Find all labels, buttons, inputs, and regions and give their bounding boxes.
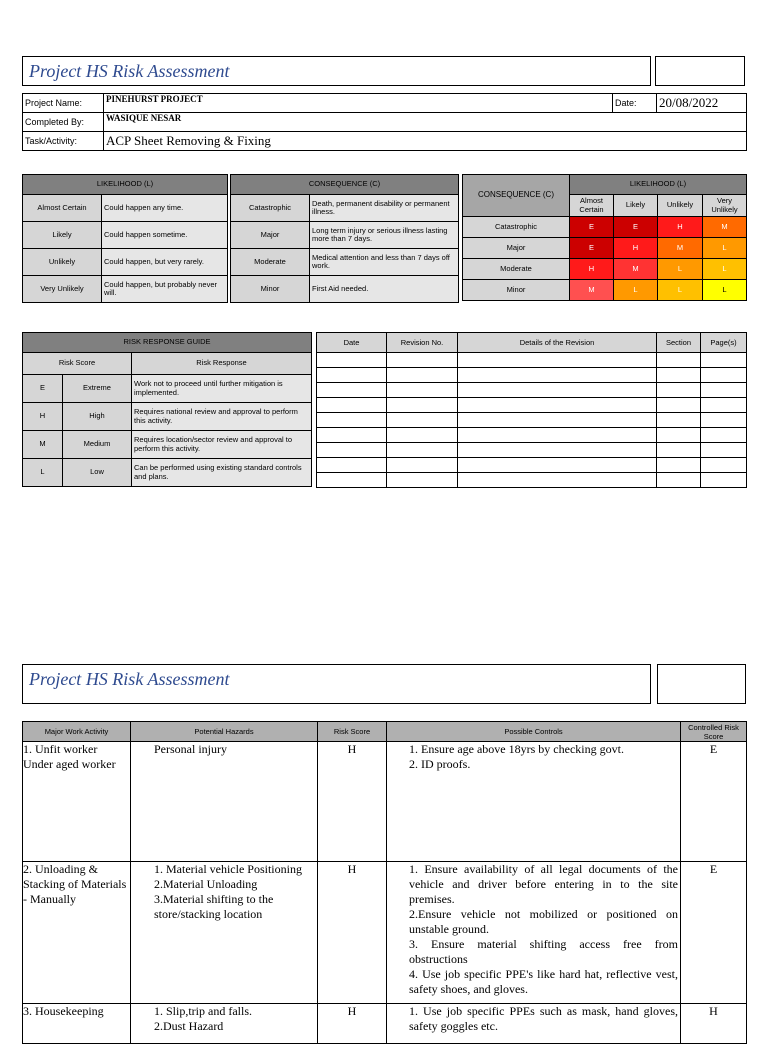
controls-cell	[387, 862, 681, 1004]
risk-code: H	[23, 403, 63, 431]
revision-row	[317, 383, 747, 398]
controls-cell	[387, 742, 681, 862]
risk-response-guide	[22, 332, 312, 487]
risk-response: Requires location/sector review and approval to perform this activity.	[132, 431, 312, 459]
control-item: 4. Use job specific PPE's like hard hat, reflective vest, safety shoes, and gloves.	[409, 967, 678, 996]
task-label: Task/Activity:	[23, 132, 104, 151]
header-risk-score: Risk Score	[318, 722, 387, 742]
matrix-cell: L	[658, 280, 703, 301]
logo-box-2	[657, 664, 746, 704]
matrix-cell: E	[570, 238, 614, 259]
header-major-work-activity: Major Work Activity	[23, 722, 131, 742]
hazard-item: 2.Material Unloading	[154, 877, 258, 891]
risk-code: M	[23, 431, 63, 459]
risk-response: Requires national review and approval to perform this activity.	[132, 403, 312, 431]
control-item: 1. Ensure age above 18yrs by checking govt.	[409, 742, 624, 756]
matrix-cell: L	[614, 280, 658, 301]
consequence-header: CONSEQUENCE (C)	[231, 175, 459, 195]
likelihood-table	[22, 174, 228, 303]
consequence-label: Moderate	[231, 249, 310, 276]
risk-name: Extreme	[63, 375, 132, 403]
risk-score-cell: H	[318, 862, 387, 1004]
consequence-label: Minor	[231, 276, 310, 303]
likelihood-desc: Could happen sometime.	[102, 222, 228, 249]
revision-row	[317, 353, 747, 368]
revision-header-number: Revision No.	[387, 333, 458, 353]
likelihood-label: Very Unlikely	[23, 276, 102, 303]
likelihood-desc: Could happen, but very rarely.	[102, 249, 228, 276]
revision-row	[317, 398, 747, 413]
consequence-desc: Medical attention and less than 7 days off work.	[310, 249, 459, 276]
revision-header-details: Details of the Revision	[458, 333, 657, 353]
matrix-cell: H	[570, 259, 614, 280]
matrix-col-header: Unlikely	[658, 195, 703, 217]
matrix-cell: E	[614, 217, 658, 238]
revision-header-section: Section	[657, 333, 701, 353]
matrix-row-label: Catastrophic	[463, 217, 570, 238]
completed-by-value: WASIQUE NESAR	[104, 113, 747, 132]
matrix-cell: L	[703, 280, 747, 301]
date-value: 20/08/2022	[657, 94, 747, 113]
table-row	[23, 862, 747, 1004]
matrix-cell: L	[703, 238, 747, 259]
controlled-score-cell: E	[681, 862, 747, 1004]
risk-name: High	[63, 403, 132, 431]
consequence-desc: First Aid needed.	[310, 276, 459, 303]
revision-row	[317, 428, 747, 443]
matrix-cell: L	[703, 259, 747, 280]
risk-response: Can be performed using existing standard controls and plans.	[132, 459, 312, 487]
controlled-score-cell: H	[681, 1004, 747, 1044]
likelihood-label: Unlikely	[23, 249, 102, 276]
completed-by-label: Completed By:	[23, 113, 104, 132]
date-label: Date:	[613, 94, 657, 113]
matrix-cell: H	[658, 217, 703, 238]
risk-response-header: Risk Response	[132, 353, 312, 375]
hazard-item: 1. Slip,trip and falls.	[154, 1004, 252, 1018]
likelihood-label: Likely	[23, 222, 102, 249]
matrix-cell: M	[658, 238, 703, 259]
risk-assessment-table	[22, 721, 747, 1044]
activity-cell: 3. Housekeeping	[23, 1004, 131, 1044]
matrix-row-label: Moderate	[463, 259, 570, 280]
likelihood-header: LIKELIHOOD (L)	[23, 175, 228, 195]
risk-name: Medium	[63, 431, 132, 459]
consequence-label: Catastrophic	[231, 195, 310, 222]
likelihood-desc: Could happen any time.	[102, 195, 228, 222]
page-title	[22, 56, 651, 86]
matrix-cell: L	[658, 259, 703, 280]
hazards-cell	[131, 742, 318, 862]
control-item: 2. ID proofs.	[409, 757, 471, 771]
matrix-cell: E	[570, 217, 614, 238]
revision-row	[317, 413, 747, 428]
risk-score-cell: H	[318, 742, 387, 862]
page-title-2-text: Project HS Risk Assessment	[29, 669, 230, 689]
matrix-cell: H	[614, 238, 658, 259]
matrix-cell: M	[570, 280, 614, 301]
consequence-table	[230, 174, 459, 303]
table-row	[23, 742, 747, 862]
risk-score-cell: H	[318, 1004, 387, 1044]
revision-table	[316, 332, 747, 488]
activity-cell: 1. Unfit worker Under aged worker	[23, 742, 131, 862]
control-item: 1. Use job specific PPEs such as mask, hand gloves, safety goggles etc.	[409, 1004, 678, 1033]
revision-header-pages: Page(s)	[701, 333, 747, 353]
matrix-row-label: Major	[463, 238, 570, 259]
header-potential-hazards: Potential Hazards	[131, 722, 318, 742]
hazard-item: 2.Dust Hazard	[154, 1019, 224, 1033]
control-item: 3. Ensure material shifting access free from obstructions	[409, 937, 678, 966]
likelihood-label: Almost Certain	[23, 195, 102, 222]
matrix-col-header: Very Unlikely	[703, 195, 747, 217]
risk-code: E	[23, 375, 63, 403]
consequence-desc: Death, permanent disability or permanent illness.	[310, 195, 459, 222]
risk-name: Low	[63, 459, 132, 487]
task-value: ACP Sheet Removing & Fixing	[104, 132, 747, 151]
page-title-2	[22, 664, 651, 704]
matrix-row-label: Minor	[463, 280, 570, 301]
revision-row	[317, 443, 747, 458]
control-item: 1. Ensure availability of all legal documents of the vehicle and driver before entering in to the site premises.	[409, 862, 678, 906]
project-name-label: Project Name:	[23, 94, 104, 113]
logo-box	[655, 56, 745, 86]
revision-row	[317, 458, 747, 473]
hazard-item: 1. Material vehicle Positioning	[154, 862, 302, 876]
revision-header-date: Date	[317, 333, 387, 353]
consequence-label: Major	[231, 222, 310, 249]
matrix-corner: CONSEQUENCE (C)	[463, 175, 570, 217]
matrix-col-header: Likely	[614, 195, 658, 217]
likelihood-desc: Could happen, but probably never will.	[102, 276, 228, 303]
matrix-cell: M	[614, 259, 658, 280]
activity-cell: 2. Unloading & Stacking of Materials - Manually	[23, 862, 131, 1004]
matrix-likelihood-header: LIKELIHOOD (L)	[570, 175, 747, 195]
consequence-desc: Long term injury or serious illness lasting more than 7 days.	[310, 222, 459, 249]
header-controlled-risk-score: Controlled Risk Score	[681, 722, 747, 742]
hazard-item: 3.Material shifting to the store/stacking location	[154, 892, 274, 921]
risk-score-header: Risk Score	[23, 353, 132, 375]
hazards-cell	[131, 862, 318, 1004]
matrix-cell: M	[703, 217, 747, 238]
control-item: 2.Ensure vehicle not mobilized or positioned on unstable ground.	[409, 907, 678, 936]
risk-matrix	[462, 174, 747, 301]
header-possible-controls: Possible Controls	[387, 722, 681, 742]
controlled-score-cell: E	[681, 742, 747, 862]
revision-row	[317, 473, 747, 488]
matrix-col-header: Almost Certain	[570, 195, 614, 217]
response-guide-header: RISK RESPONSE GUIDE	[23, 333, 312, 353]
risk-response: Work not to proceed until further mitigation is implemented.	[132, 375, 312, 403]
page-title-text: Project HS Risk Assessment	[29, 60, 230, 81]
hazard-item: Personal injury	[154, 742, 227, 756]
revision-row	[317, 368, 747, 383]
project-name-value: PINEHURST PROJECT	[104, 94, 613, 113]
risk-code: L	[23, 459, 63, 487]
project-info-table	[22, 93, 747, 151]
